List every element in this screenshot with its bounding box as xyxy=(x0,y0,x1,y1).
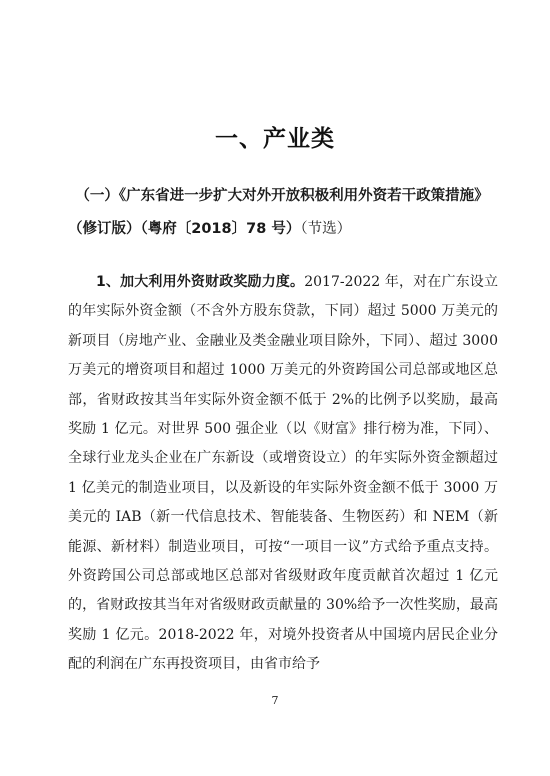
paragraph-heading: 1、加大利用外资财政奖励力度。 xyxy=(96,274,305,290)
policy-title-line-1: （一）《广东省进一步扩大对外开放积极利用外资若干政策措施》 xyxy=(75,188,489,204)
excerpt-note: （节选） xyxy=(300,221,352,237)
body-paragraph xyxy=(68,268,498,680)
section-title: 一、产业类 xyxy=(215,126,335,152)
paragraph-text: 2017-2022 年，对在广东设立的年实际外资金额（不含外方股东贷款，下同）超过 5000 万美元的新项目（房地产业、金融业及类金融业项目除外，下同）、超过 3000 万美元的增资项目和超过 1000 万美元的外资跨国公司总部或地区总部，省财政按其当年实际外资金额不低于 2%的比例予以奖励，最高奖励 1 亿元。对世界 500 强企业（以《财富》排行榜为准，下同）、全球行业龙头企业在广东新设（或增资设立）的年实际外资金额超过 1 亿美元的制造业项目，以及新设的年实际外资金额不低于 3000 万美元的 IAB（新一代信息技术、智能装备、生物医药）和 NEM（新能源、新材料）制造业项目，可按“一项目一议”方式给予重点支持。外资跨国公司总部或地区总部对省级财政年度贡献首次超过 1 亿元的，省财政按其当年对省级财政贡献量的 30%给予一次性奖励，最高奖励 1 亿元。2018-2022 年，对境外投资者从中国境内居民企业分配的利润在广东再投资项目，由省市给予 xyxy=(68,274,498,673)
page-number: 7 xyxy=(271,694,279,707)
policy-document-number: （修订版）（粤府〔2018〕78 号） xyxy=(68,221,301,237)
policy-title-line-2 xyxy=(68,214,498,244)
